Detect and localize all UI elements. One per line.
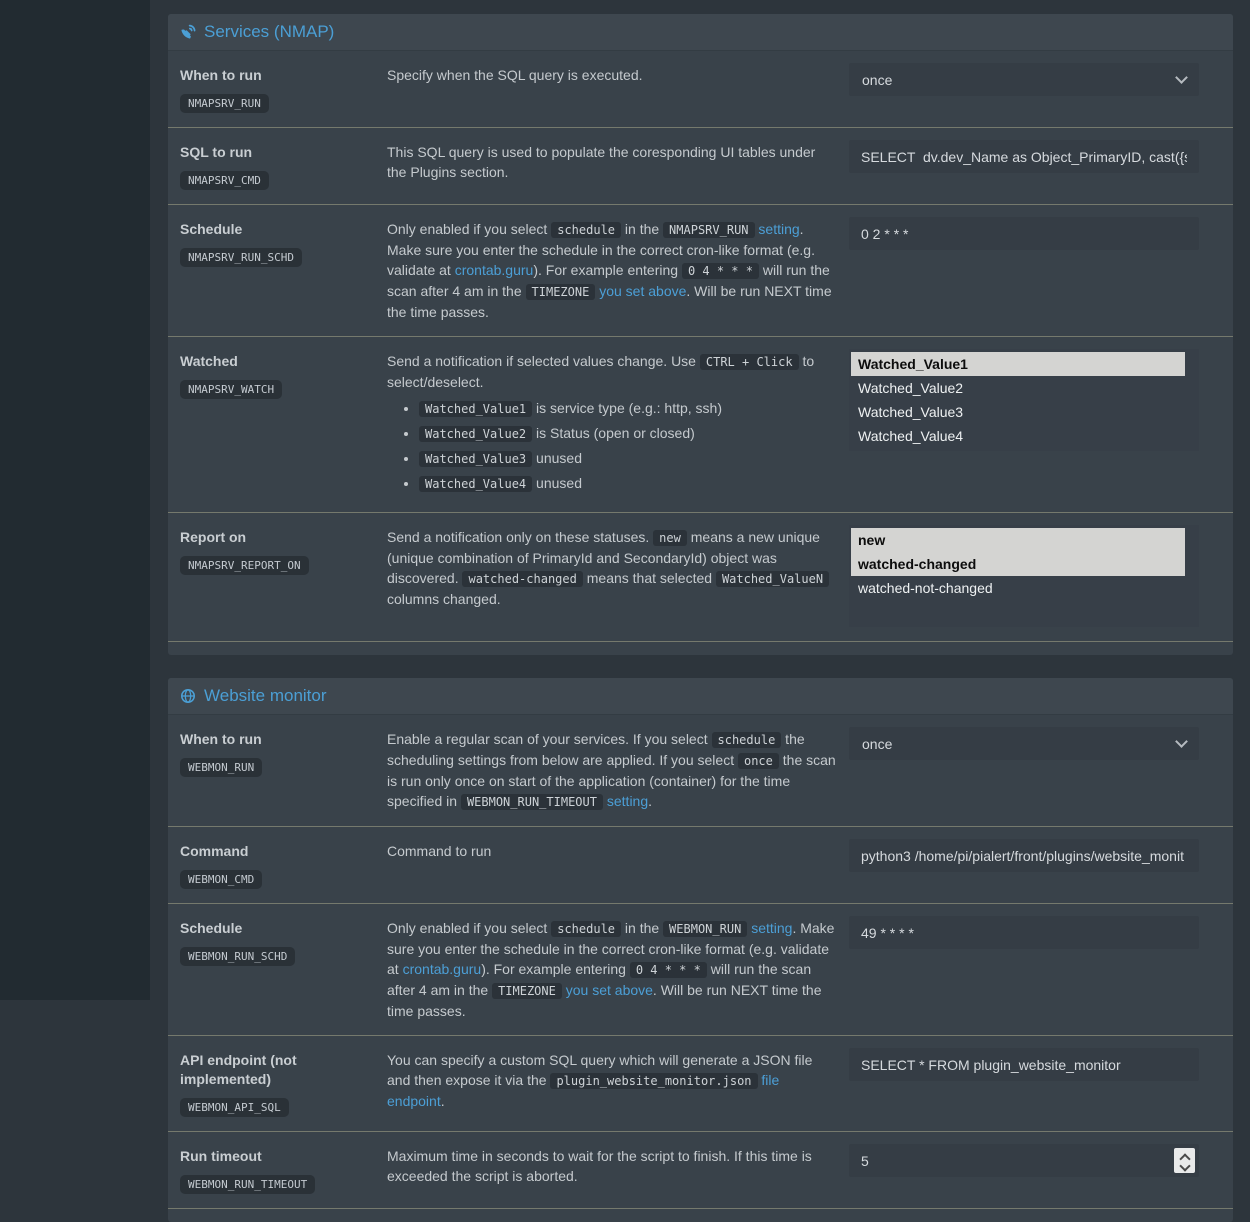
setting-description: [387, 217, 837, 322]
desc-text: Command to run: [387, 843, 492, 859]
description-cell: [387, 217, 837, 322]
settings-panel: [168, 14, 1233, 655]
inline-link[interactable]: crontab.guru: [402, 961, 482, 977]
number-spinner[interactable]: [1174, 1148, 1195, 1173]
env-var-chip: WEBMON_RUN_TIMEOUT: [180, 1175, 315, 1194]
inline-code: plugin_website_monitor.json: [550, 1073, 757, 1089]
bullet-item: [419, 423, 837, 444]
select-value: once: [862, 71, 893, 88]
desc-text: This SQL query is used to populate the coresponding UI tables under the Plugins section.: [387, 144, 816, 180]
inline-code: Watched_Value3: [419, 451, 532, 467]
label-cell: [180, 525, 375, 627]
setting-row: [168, 715, 1233, 826]
setting-row: [168, 51, 1233, 127]
env-var-chip: WEBMON_RUN_SCHD: [180, 947, 295, 966]
setting-description: [387, 727, 837, 812]
inline-code: Watched_Value4: [419, 476, 532, 492]
setting-row: [168, 204, 1233, 336]
desc-text: . Will be run NEXT time the time passes.: [387, 283, 832, 320]
chevron-down-icon: [1175, 71, 1188, 84]
satellite-dish-icon: [180, 24, 196, 40]
setting-label: When to run: [180, 731, 262, 747]
env-var-chip: WEBMON_CMD: [180, 870, 262, 889]
input-nmapsrv_run-select[interactable]: [849, 63, 1199, 96]
desc-text: will run the scan after 4 am in the: [387, 961, 812, 998]
desc-text: Enable a regular scan of your services. If you select: [387, 731, 712, 747]
inline-code: 0 4 * * *: [682, 263, 759, 279]
label-cell: [180, 63, 375, 113]
env-var-chip: NMAPSRV_RUN: [180, 94, 269, 113]
desc-text: .: [648, 793, 653, 809]
inline-link[interactable]: file endpoint: [387, 1072, 780, 1109]
desc-text: . Make sure you enter the schedule in the correct cron-like format (e.g. validate at: [387, 221, 815, 278]
desc-text: means a new unique (unique combination of PrimaryId and SecondaryId) object was discovered.: [387, 529, 820, 586]
env-var-chip: WEBMON_RUN: [180, 758, 262, 777]
input-nmapsrv_cmd[interactable]: [849, 140, 1199, 173]
control-cell: [849, 839, 1199, 889]
setting-label: Schedule: [180, 920, 243, 936]
input-webmon_cmd[interactable]: [849, 839, 1199, 872]
description-bullet-list: [387, 398, 837, 494]
setting-description: [387, 1144, 837, 1186]
setting-label: Run timeout: [180, 1148, 262, 1164]
env-var-chip: NMAPSRV_RUN_SCHD: [180, 248, 302, 267]
description-cell: [387, 63, 837, 113]
desc-text: Only enabled if you select: [387, 221, 552, 237]
input-webmon_run_timeout[interactable]: [849, 1144, 1199, 1177]
input-webmon_run-select[interactable]: [849, 727, 1199, 760]
desc-text: columns changed.: [387, 591, 501, 607]
setting-label: SQL to run: [180, 144, 253, 160]
control-cell: [849, 349, 1199, 498]
description-cell: [387, 349, 837, 498]
env-var-chip: NMAPSRV_WATCH: [180, 380, 282, 399]
desc-text: in the: [621, 221, 664, 237]
inline-code: CTRL + Click: [700, 354, 799, 370]
label-cell: [180, 916, 375, 1021]
spinner-down-icon: [1179, 1160, 1190, 1171]
setting-label: Watched: [180, 353, 238, 369]
desc-text: the scheduling settings from below are applied. If you select: [387, 731, 805, 768]
label-cell: [180, 140, 375, 190]
option[interactable]: Watched_Value2: [858, 380, 964, 396]
desc-text: . Make sure you enter the schedule in the correct cron-like format (e.g. validate at: [387, 920, 835, 977]
control-cell: [849, 217, 1199, 322]
setting-row: [168, 512, 1233, 641]
setting-description: [387, 525, 837, 609]
label-cell: [180, 839, 375, 889]
desc-text: You can specify a custom SQL query which will generate a JSON file and then expose it via the: [387, 1052, 813, 1088]
label-cell: [180, 217, 375, 322]
label-cell: [180, 349, 375, 498]
desc-text: ). For example entering: [533, 262, 682, 278]
setting-description: [387, 1048, 837, 1111]
description-cell: [387, 525, 837, 627]
setting-row: [168, 1035, 1233, 1131]
setting-label: Command: [180, 843, 249, 859]
settings-rows: [168, 715, 1233, 1208]
select-value: once: [862, 735, 893, 752]
env-var-chip: NMAPSRV_CMD: [180, 171, 269, 190]
control-cell: [849, 727, 1199, 812]
bullet-item: [419, 398, 837, 419]
desc-text: means that selected: [582, 570, 716, 586]
inline-code: Watched_Value1: [419, 401, 532, 417]
input-webmon_run_schd[interactable]: [849, 916, 1199, 949]
control-cell: [849, 525, 1199, 627]
panel-footer: [168, 1208, 1233, 1222]
inline-code: schedule: [712, 732, 782, 748]
setting-label: When to run: [180, 67, 262, 83]
panel-header: [168, 14, 1233, 51]
option[interactable]: watched-not-changed: [858, 580, 993, 596]
option[interactable]: Watched_Value4: [858, 428, 964, 444]
control-cell: [849, 1144, 1199, 1194]
desc-text: is Status (open or closed): [532, 425, 695, 441]
setting-row: [168, 127, 1233, 204]
input-nmapsrv_watch-multiselect[interactable]: [849, 349, 1199, 451]
setting-row: [168, 336, 1233, 512]
inline-code: schedule: [551, 921, 621, 937]
inline-code: WEBMON_RUN: [663, 921, 747, 937]
label-cell: [180, 727, 375, 812]
inline-code: TIMEZONE: [492, 983, 562, 999]
option[interactable]: new: [851, 528, 1185, 552]
settings-content: [150, 0, 1250, 1222]
settings-rows: [168, 51, 1233, 641]
desc-text: in the: [621, 920, 664, 936]
desc-text: Only enabled if you select: [387, 920, 552, 936]
inline-code: schedule: [551, 222, 621, 238]
inline-link[interactable]: you set above: [599, 283, 687, 299]
control-cell: [849, 63, 1199, 113]
inline-link[interactable]: you set above: [565, 982, 653, 998]
desc-text: Send a notification only on these statuses.: [387, 529, 654, 545]
desc-text: Maximum time in seconds to wait for the script to finish. If this time is exceeded the script is aborted.: [387, 1148, 812, 1184]
description-cell: [387, 1144, 837, 1194]
inline-link[interactable]: crontab.guru: [454, 262, 534, 278]
inline-link[interactable]: setting: [606, 793, 649, 809]
env-var-chip: WEBMON_API_SQL: [180, 1098, 289, 1117]
inline-code: Watched_ValueN: [716, 571, 829, 587]
input-webmon_run_timeout-wrapper: [849, 1144, 1199, 1177]
description-cell: [387, 916, 837, 1021]
setting-label: Schedule: [180, 221, 243, 237]
control-cell: [849, 916, 1199, 1021]
setting-description: [387, 349, 837, 392]
inline-code: once: [738, 753, 779, 769]
panel-title: Services (NMAP): [204, 22, 335, 41]
inline-code: TIMEZONE: [526, 284, 596, 300]
panel-footer: [168, 641, 1233, 655]
label-cell: [180, 1048, 375, 1117]
inline-code: new: [653, 530, 687, 546]
input-nmapsrv_report_on-multiselect[interactable]: [849, 525, 1199, 627]
desc-text: to select/deselect.: [387, 353, 815, 390]
inline-code: watched-changed: [462, 571, 582, 587]
description-cell: [387, 1048, 837, 1117]
env-var-chip: NMAPSRV_REPORT_ON: [180, 556, 309, 575]
setting-description: [387, 63, 837, 85]
globe-icon: [180, 688, 196, 704]
description-cell: [387, 140, 837, 190]
desc-text: .: [440, 1093, 445, 1109]
input-nmapsrv_run_schd[interactable]: [849, 217, 1199, 250]
inline-code: WEBMON_RUN_TIMEOUT: [461, 794, 603, 810]
desc-text: . Will be run NEXT time the time passes.: [387, 982, 822, 1019]
inline-link[interactable]: setting: [751, 920, 793, 936]
option[interactable]: watched-changed: [851, 552, 1185, 576]
chevron-down-icon: [1175, 735, 1188, 748]
desc-text: Specify when the SQL query is executed.: [387, 67, 643, 83]
setting-description: [387, 140, 837, 182]
desc-text: unused: [532, 475, 582, 491]
control-cell: [849, 140, 1199, 190]
option[interactable]: Watched_Value3: [858, 404, 964, 420]
desc-text: the scan is run only once on start of the application (container) for the time specified in: [387, 752, 836, 809]
option[interactable]: Watched_Value1: [851, 352, 1185, 376]
bullet-item: [419, 448, 837, 469]
setting-row: [168, 826, 1233, 903]
setting-description: [387, 839, 837, 861]
panel-title: Website monitor: [204, 686, 327, 705]
settings-panel: [168, 678, 1233, 1222]
panel-header: [168, 678, 1233, 715]
desc-text: Send a notification if selected values change. Use: [387, 353, 700, 369]
setting-description: [387, 916, 837, 1021]
desc-text: is service type (e.g.: http, ssh): [532, 400, 723, 416]
setting-row: [168, 903, 1233, 1035]
description-cell: [387, 727, 837, 812]
description-cell: [387, 839, 837, 889]
inline-code: Watched_Value2: [419, 426, 532, 442]
inline-code: 0 4 * * *: [630, 962, 707, 978]
desc-text: will run the scan after 4 am in the: [387, 262, 830, 299]
desc-text: ). For example entering: [481, 961, 630, 977]
sidebar: [0, 0, 150, 1000]
bullet-item: [419, 473, 837, 494]
label-cell: [180, 1144, 375, 1194]
inline-code: NMAPSRV_RUN: [663, 222, 754, 238]
setting-label: API endpoint (not implemented): [180, 1052, 297, 1087]
setting-label: Report on: [180, 529, 247, 545]
control-cell: [849, 1048, 1199, 1117]
desc-text: unused: [532, 450, 582, 466]
setting-row: [168, 1131, 1233, 1208]
inline-link[interactable]: setting: [758, 221, 800, 237]
input-webmon_api_sql[interactable]: [849, 1048, 1199, 1081]
